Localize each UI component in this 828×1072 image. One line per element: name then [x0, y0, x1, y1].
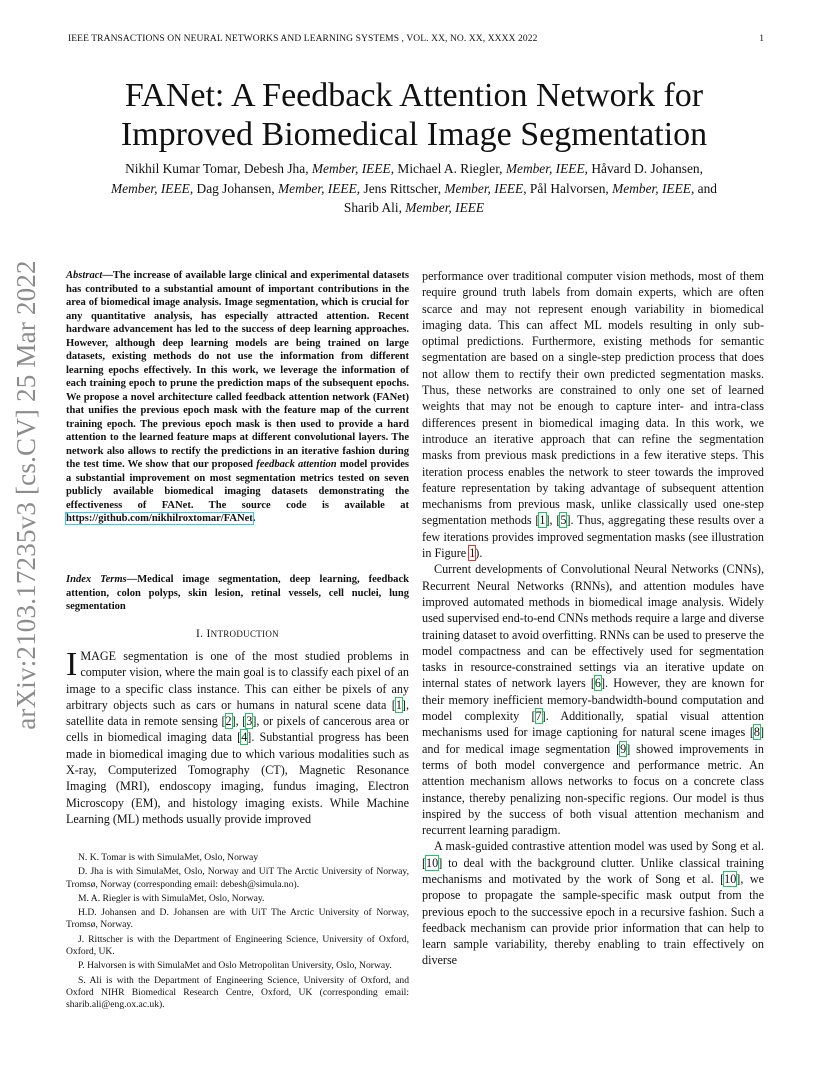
body-text: A mask-guided contrastive attention model was used by Song et al. [: [422, 839, 764, 870]
citation-link[interactable]: 9: [620, 741, 627, 756]
author-text: , Håvard D. Johansen,: [584, 161, 703, 176]
index-terms: [66, 573, 409, 614]
member-label: Member, IEEE: [405, 200, 485, 215]
body-text: ]. Additionally, spatial visual attention mechanisms used for image captioning for natural scene images [: [422, 709, 764, 740]
figure-link[interactable]: 1: [469, 546, 476, 561]
body-paragraph: [422, 268, 764, 561]
body-text: ], [: [545, 513, 561, 528]
index-terms-text: —Medical image segmentation, deep learning, feedback attention, colon polyps, skin lesion, retinal vessels, cell nuclei, lung segmentation: [66, 574, 410, 612]
member-label: Member, IEEE: [612, 180, 691, 196]
author-text: , Pål Halvorsen,: [523, 180, 613, 196]
body-text: ]. However, they are known for their memory inefficient memory-bandwidth-bound computation and model complexity [: [422, 676, 764, 724]
page-number: 1: [759, 34, 764, 44]
footnote: P. Halvorsen is with SimulaMet and Oslo Metropolitan University, Oslo, Norway.: [78, 960, 392, 972]
member-label: Member, IEEE: [311, 161, 391, 176]
author-footnotes: [66, 852, 409, 1014]
intro-text: ], or pixels of cancerous area or cells in biomedical imaging data [: [66, 714, 409, 745]
paper-title: [40, 76, 788, 154]
intro-text: ], satellite data in remote sensing [: [66, 697, 409, 729]
body-text: ] and for medical image segmentation [: [422, 725, 764, 756]
footnote: N. K. Tomar is with SimulaMet, Oslo, Norway: [78, 852, 259, 863]
citation-link[interactable]: 10: [724, 871, 737, 886]
index-terms-lead: Index Terms: [66, 574, 127, 585]
footnote: H.D. Johansen and D. Johansen are with UiT The Arctic University of Norway, Tromsø, Norway.: [66, 907, 409, 931]
citation-link[interactable]: 7: [535, 709, 542, 724]
body-text: ], we propose to propagate the sample-specific mask output from the previous epoch to the successive epoch in a recursive fashion. Such a feedback mechanism can provide prior information that can help to learn sample variability, thereby enabling to train effectively on diverse: [422, 871, 764, 968]
body-paragraph: [422, 838, 764, 968]
citation-link[interactable]: 1: [539, 513, 546, 528]
abstract: [66, 269, 409, 526]
body-paragraph: [422, 561, 764, 838]
citation-link[interactable]: 1: [395, 697, 402, 712]
intro-text: ]. Substantial progress has been made in biomedical imaging due to which various modalities such as X-ray, Computerized Tomography (CT), Magnetic Resonance Imaging (MRI), endoscopy imaging, fundus imaging, Electron Microscopy (EM), and histology imaging exists. While Machine Learning (ML) methods usually provide improved: [66, 730, 409, 826]
arxiv-identifier: arXiv:2103.17235v3 [cs.CV] 25 Mar 2022: [11, 260, 41, 730]
body-text: ).: [475, 546, 483, 561]
running-header: IEEE TRANSACTIONS ON NEURAL NETWORKS AND LEARNING SYSTEMS , VOL. XX, NO. XX, XXXX 2022: [68, 34, 538, 44]
body-text: performance over traditional computer vision methods, most of them require ground truth labels from domain experts, which are often scarce and may not represent enough variability in biomedical imaging data. This can affect ML models resulting in only sub-optimal predictions. Furthermore, existing methods for semantic segmentation are based on a single-step prediction process that does not allow them to rectify their own predicted segmentation masks. Thus, these networks are constrained to only one set of learned weights that may not be enough to capture inter- and intra-class differences present in biomedical imaging data. In this work, we introduce an iterative approach that can refine the segmentation masks from previous mask predictions in a few iterative steps. This iteration process enables the network to steer towards the improved feature representation by taking advantage of subsequent attention mechanisms from previous mask, unlike classically used one-step segmentation methods [: [422, 269, 764, 528]
footnote: M. A. Riegler is with SimulaMet, Oslo, Norway.: [78, 892, 265, 904]
footnote: J. Rittscher is with the Department of Engineering Science, University of Oxford, Oxford, UK.: [66, 933, 409, 958]
author-text: Sharib Ali,: [343, 200, 406, 215]
member-label: Member, IEEE: [277, 180, 357, 196]
intro-paragraph: [66, 648, 409, 827]
member-label: Member, IEEE: [505, 161, 585, 176]
body-text: ] to deal with the background clutter. Unlike classical training mechanisms and motivated by the work of Song et al. [: [422, 855, 764, 886]
section-numeral: I.: [196, 628, 207, 640]
abstract-emphasis: feedback attention: [256, 459, 337, 470]
section-heading: [66, 628, 409, 640]
footnote: S. Ali is with the Department of Engineering Science, University of Oxford, and Oxford NIHR Biomedical Research Centre, Oxford, UK (corresponding email: sharib.ali@eng.ox.ac.uk).: [66, 974, 409, 1011]
abstract-text: model provides a substantial improvement on most segmentation metrics tested on seven publicly available biomedical imaging datasets demonstrating the effectiveness of FANet. The source code is available at: [66, 459, 410, 511]
citation-link[interactable]: 4: [241, 730, 248, 745]
citation-link[interactable]: 8: [753, 725, 760, 740]
author-text: Nikhil Kumar Tomar, Debesh Jha,: [125, 161, 312, 176]
author-text: , and: [690, 180, 717, 196]
footnote: D. Jha is with SimulaMet, Oslo, Norway and UiT The Arctic University of Norway, Tromsø, Norway (corresponding email: debesh@simula.no).: [66, 866, 409, 890]
body-text: Current developments of Convolutional Neural Networks (CNNs), Recurrent Neural Networks (RNNs), and attention modules have improved automated methods in biomedical image analysis. Widely used supervised end-to-end CNNs methods require a large and diverse training dataset to avoid overfitting. RNNs can be used to preserve the model compactness and can be effectively used for segmentation tasks in resource-constrained settings via an iterative update on internal states of network layers [: [422, 562, 764, 691]
body-text: ]. Thus, aggregating these results over a few iterations provides improved segmentation masks (see illustration in Figure: [422, 513, 765, 561]
member-label: Member, IEEE: [111, 180, 190, 196]
citation-link[interactable]: 3: [246, 714, 253, 729]
section-initial: I: [206, 628, 211, 640]
abstract-text: .: [252, 513, 256, 524]
body-text: ] showed improvements in terms of both model convergence and performance metric. An attention mechanism allows networks to focus on a concrete class instance, thereby penalizing non-specific regions. Our model is thus inspired by the success of both visual attention mechanism and recurrent learning paradigm.: [422, 741, 764, 838]
source-code-link[interactable]: https://github.com/nikhilroxtomar/FANet: [66, 513, 253, 524]
citation-link[interactable]: 10: [426, 855, 439, 870]
title-line-1: FANet: A Feedback Attention Network for: [124, 77, 704, 114]
author-list: [62, 159, 766, 218]
right-column: [422, 268, 764, 969]
citation-link[interactable]: 5: [560, 513, 567, 528]
abstract-dash: —: [102, 270, 113, 281]
intro-text: ], [: [231, 714, 247, 729]
section-title-rest: NTRODUCTION: [210, 629, 279, 639]
drop-cap: I: [66, 646, 78, 683]
citation-link[interactable]: 6: [594, 676, 601, 691]
abstract-lead: Abstract: [66, 270, 103, 281]
title-line-2: Improved Biomedical Image Segmentation: [120, 116, 708, 153]
author-text: , Jens Rittscher,: [356, 180, 445, 196]
intro-text: MAGE segmentation is one of the most studied problems in computer vision, where the main goal is to classify each pixel of an image to a specific class instance. This can either be pixels of any arbitrary objects such as cars or humans in natural scene data [: [66, 649, 409, 712]
abstract-text: The increase of available large clinical and experimental datasets has contributed to a substantial amount of important contributions in the area of biomedical image analysis. Image segmentation, which is crucial for any quantitative analysis, has especially attracted attention. Recent hardware advancement has led to the success of deep learning approaches. However, although deep learning models are being trained on large datasets, existing methods do not use the information from different learning epochs effectively. In this work, we leverage the information of each training epoch to prune the prediction maps of the subsequent epochs. We propose a novel architecture called feedback attention network (FANet) that unifies the previous epoch mask with the feature map of the current training epoch. The previous epoch mask is then used to provide a hard attention to the learned feature maps at different convolutional layers. The network also allows to rectify the predictions in an iterative fashion during the test time. We show that our proposed: [66, 270, 409, 470]
arxiv-sidebar: [8, 256, 44, 734]
author-text: , Dag Johansen,: [189, 180, 278, 196]
citation-link[interactable]: 2: [225, 714, 232, 729]
author-text: , Michael A. Riegler,: [390, 161, 506, 176]
member-label: Member, IEEE: [444, 180, 524, 196]
